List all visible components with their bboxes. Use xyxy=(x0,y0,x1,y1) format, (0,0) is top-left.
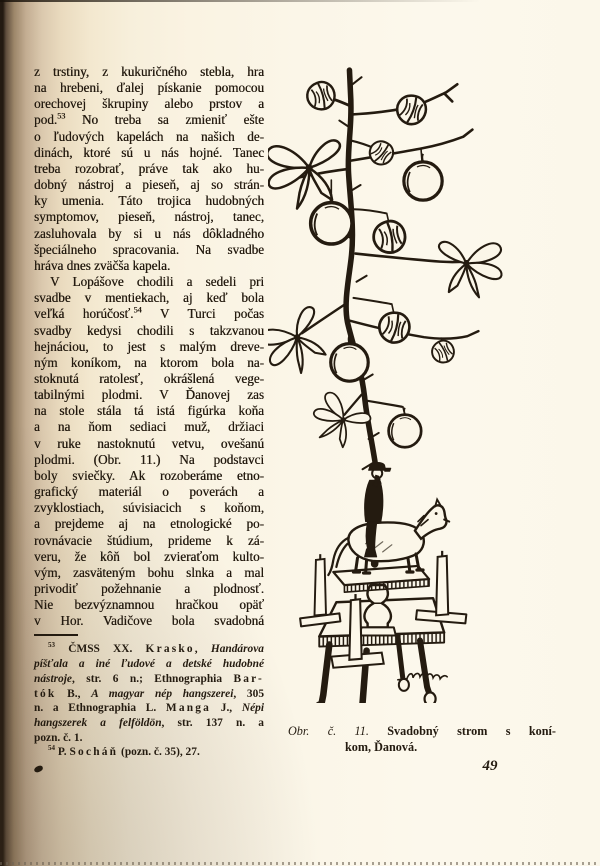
text-line: treba rozobrať, práve tak ako hu- xyxy=(34,160,264,176)
text-line: pod.$^{53}$ No treba sa zmieniť ešte xyxy=(34,112,264,128)
baluster-stand xyxy=(360,585,396,635)
footnotes xyxy=(34,642,264,760)
text-line: na stole stála tá istá figúrka koňa xyxy=(34,403,264,419)
footnote-rule xyxy=(34,634,78,636)
text-line: dobný nástroj a pieseň, aj so strán- xyxy=(34,177,264,193)
text-line: nástroje, str. 6 n.; Ethnographia Bar- xyxy=(34,672,264,685)
horse-figure xyxy=(328,499,449,575)
text-line: hangszerek a felföldön, str. 137 n. a xyxy=(34,716,264,729)
page-number: 49 xyxy=(482,758,498,774)
paragraph-1 xyxy=(34,64,264,274)
text-line: rovnávacie štúdium, prideme k zá- xyxy=(34,532,264,548)
text-line: $^{54}$ P. Socháň (pozn. č. 35), 27. xyxy=(48,744,200,759)
text-line: špeciálneho spracovania. Na svadbe xyxy=(34,241,264,257)
text-column xyxy=(34,64,264,760)
text-line: symptomov, pieseň, nástroj, tanec, xyxy=(34,209,264,225)
caption-line: kom, Ďanová. xyxy=(345,739,418,754)
text-line: pozn. č. 1. xyxy=(34,731,83,744)
text-line: orechovej škrupiny alebo prstov a xyxy=(34,96,264,112)
upper-platform xyxy=(333,566,429,592)
tree-ornaments xyxy=(268,79,506,453)
text-line: grafický materiál o poverách a xyxy=(34,484,264,500)
wedding-tree-illustration xyxy=(268,48,572,703)
text-line: na hrebeni, ďalej pískanie pomocou xyxy=(34,80,264,96)
figure-caption xyxy=(288,724,556,755)
text-line: zvyklostiach, súvisiacich s koňom, xyxy=(34,500,264,516)
top-edge-line xyxy=(0,0,600,2)
text-line: a na ňom sediaci muž, držiaci xyxy=(34,419,264,435)
text-line: vým, zasväteným bohu slnka a mal xyxy=(34,564,264,580)
bottom-edge-dots xyxy=(0,862,600,865)
caption-line: Obr. č. 11. Svadobný strom s koní- xyxy=(288,724,556,738)
text-line: stoknutá ratolesť, okrášlená vege- xyxy=(34,370,264,386)
text-line: zasluhovala by si u nás dôkladného xyxy=(34,225,264,241)
text-line: dinách, ktoré sú u nás hojné. Tanec xyxy=(34,144,264,160)
text-line: privodiť požehnanie a plodnosť. xyxy=(34,581,264,596)
text-line: ky umenia. Táto trojica hudobných xyxy=(34,193,264,209)
text-line: veru, že kôň bol zvieraťom kulto- xyxy=(34,548,264,564)
text-line: svadbe v mentiekach, aj keď bola xyxy=(34,290,264,306)
text-line: ným koníkom, na ktorom bola na- xyxy=(34,354,264,370)
text-line: hráva dnes zväčša kapela. xyxy=(34,257,171,273)
paragraph-2 xyxy=(34,274,264,629)
text-line: plodmi. (Obr. 11.) Na podstavci xyxy=(34,451,264,467)
text-line: hejnáciou, to jest s malým dreve- xyxy=(34,338,264,354)
text-line: z trstiny, z kukuričného stebla, hra xyxy=(34,64,264,79)
text-line: píšťala a iné ľudové a detské hudobné xyxy=(34,658,264,671)
figure xyxy=(268,48,572,703)
text-line: veľká horúčosť.$^{54}$ V Turci počas xyxy=(34,305,265,322)
text-line: boly sviečky. Ak rozoberáme etno- xyxy=(34,467,264,483)
text-line: V Lopášove chodili a sedeli pri xyxy=(50,274,264,290)
ink-speck xyxy=(33,765,43,773)
text-line: tabilnými plodmi. V Ďanovej zas xyxy=(34,387,264,403)
text-line: v ruke nastoknutú vetvu, ovešanú xyxy=(34,435,264,451)
text-line: tók B., A magyar nép hangszerei, 305 xyxy=(34,687,265,700)
text-line: svadby kedysi chodili s takzvanou xyxy=(34,322,264,338)
text-line: n. a Ethnographia L. Manga J., Népi xyxy=(34,702,264,715)
text-line: $^{53}$ ČMSS XX. Krasko, Handárova xyxy=(48,641,264,656)
text-line: a prejdeme aj na etnologické po- xyxy=(34,516,264,532)
text-line: Nie bezvýznamnou hračkou opäť xyxy=(34,597,264,613)
text-line: v Hor. Vadičove bola svadobná xyxy=(34,613,264,629)
text-line: o ľudových kapelách na našich de- xyxy=(34,128,264,144)
